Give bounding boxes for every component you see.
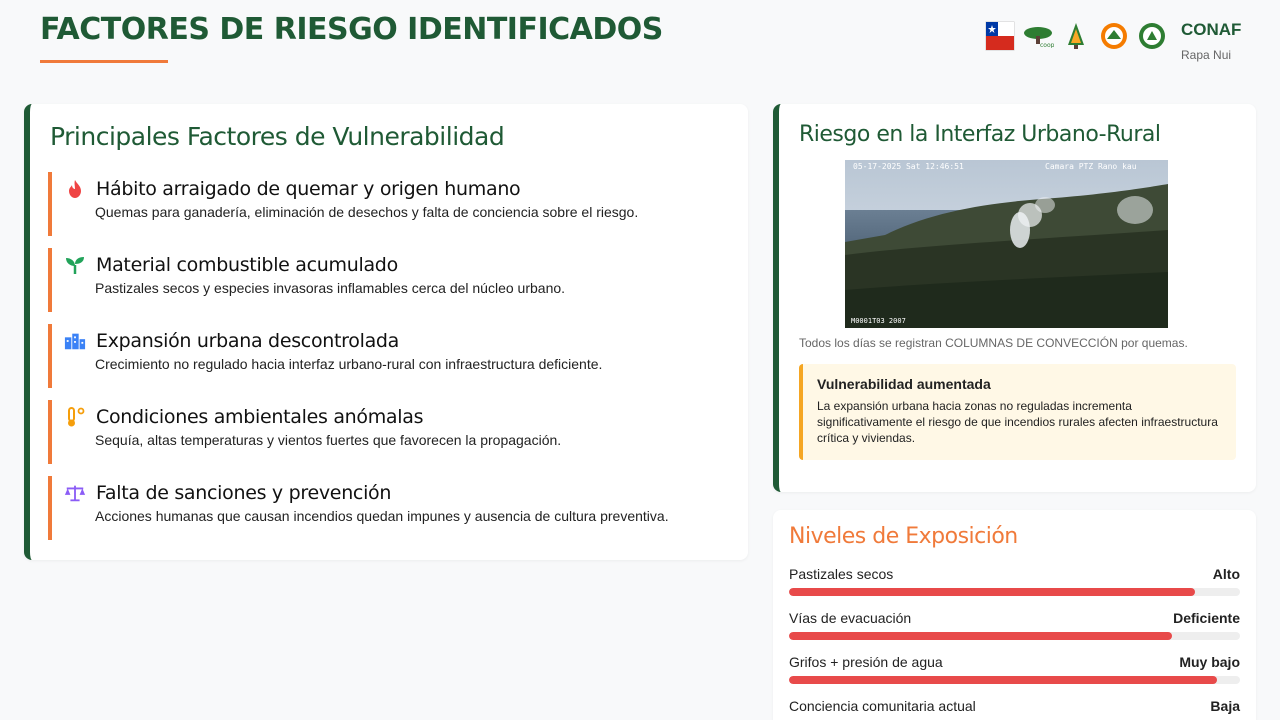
thermometer-icon (64, 406, 86, 428)
interface-risk-card (773, 104, 1256, 492)
vulnerability-card (24, 104, 748, 560)
exposure-label: Pastizales secos (789, 566, 894, 582)
exposure-value: Baja (1210, 698, 1240, 714)
exposure-row (789, 566, 1240, 596)
exposure-row (789, 610, 1240, 640)
alert-text: La expansión urbana hacia zonas no reguladas incrementa significativamente el riesgo de que incendios rurales afecten infraestructura crítica y viviendas. (817, 399, 1218, 445)
exposure-value: Deficiente (1173, 610, 1240, 626)
exposure-bar-track (789, 676, 1240, 684)
camera-timestamp: 05-17-2025 Sat 12:46:51 (853, 162, 964, 171)
exposure-bar-track (789, 588, 1240, 596)
factor-item (48, 400, 728, 464)
factor-title: Hábito arraigado de quemar y origen humano (96, 178, 521, 200)
factor-desc: Sequía, altas temperaturas y vientos fuertes que favorecen la propagación. (95, 432, 562, 448)
exposure-label: Conciencia comunitaria actual (789, 698, 976, 714)
exposure-bar-fill (789, 676, 1217, 684)
factor-desc: Quemas para ganadería, eliminación de desechos y falta de conciencia sobre el riesgo. (95, 204, 639, 220)
factor-title: Falta de sanciones y prevención (96, 482, 392, 504)
exposure-row (789, 698, 1240, 720)
sprout-icon (64, 254, 86, 276)
svg-text:coop: coop (1040, 42, 1054, 48)
exposure-row (789, 654, 1240, 684)
green-seal-icon (1136, 20, 1168, 52)
orange-seal-icon (1098, 20, 1130, 52)
brand-subtitle: Rapa Nui (1181, 48, 1232, 62)
interface-title: Riesgo en la Interfaz Urbano-Rural (799, 122, 1161, 147)
exposure-bar-track (789, 632, 1240, 640)
brand-name: CONAF (1181, 20, 1242, 39)
brand (1181, 20, 1241, 62)
exposure-bar-fill (789, 632, 1172, 640)
title-underline (40, 60, 168, 63)
partner-logos (984, 20, 1168, 52)
factor-title: Condiciones ambientales anómalas (96, 406, 424, 428)
chile-flag-icon (984, 20, 1016, 52)
camera-code: M0001T03 2007 (851, 317, 906, 325)
camera-label: Camara PTZ Rano kau (1045, 162, 1137, 171)
exposure-bar-fill (789, 588, 1195, 596)
factor-item (48, 476, 728, 540)
exposure-title: Niveles de Exposición (789, 524, 1018, 549)
camera-caption: Todos los días se registran COLUMNAS DE CONVECCIÓN por quemas. (799, 336, 1188, 350)
exposure-value: Alto (1212, 566, 1240, 582)
factor-desc: Pastizales secos y especies invasoras inflamables cerca del núcleo urbano. (95, 280, 566, 296)
factor-item (48, 324, 728, 388)
factor-item (48, 248, 728, 312)
scale-icon (64, 482, 86, 504)
factor-desc: Crecimiento no regulado hacia interfaz urbano-rural con infraestructura deficiente. (95, 356, 603, 372)
fire-icon (64, 178, 86, 200)
alert-title: Vulnerabilidad aumentada (817, 376, 991, 392)
factor-title: Expansión urbana descontrolada (96, 330, 400, 352)
palm-logo-icon (1022, 20, 1054, 52)
city-icon (64, 330, 86, 352)
factor-item (48, 172, 728, 236)
exposure-label: Grifos + presión de agua (789, 654, 943, 670)
tree-logo-icon (1060, 20, 1092, 52)
factor-desc: Acciones humanas que causan incendios quedan impunes y ausencia de cultura preventiva. (95, 508, 669, 524)
vulnerability-alert (799, 364, 1236, 460)
exposure-card (773, 510, 1256, 720)
exposure-label: Vías de evacuación (789, 610, 912, 626)
camera-image (845, 160, 1168, 328)
exposure-value: Muy bajo (1179, 654, 1240, 670)
page-title: FACTORES DE RIESGO IDENTIFICADOS (40, 12, 663, 47)
factor-title: Material combustible acumulado (96, 254, 398, 276)
vulnerability-title: Principales Factores de Vulnerabilidad (50, 122, 505, 151)
